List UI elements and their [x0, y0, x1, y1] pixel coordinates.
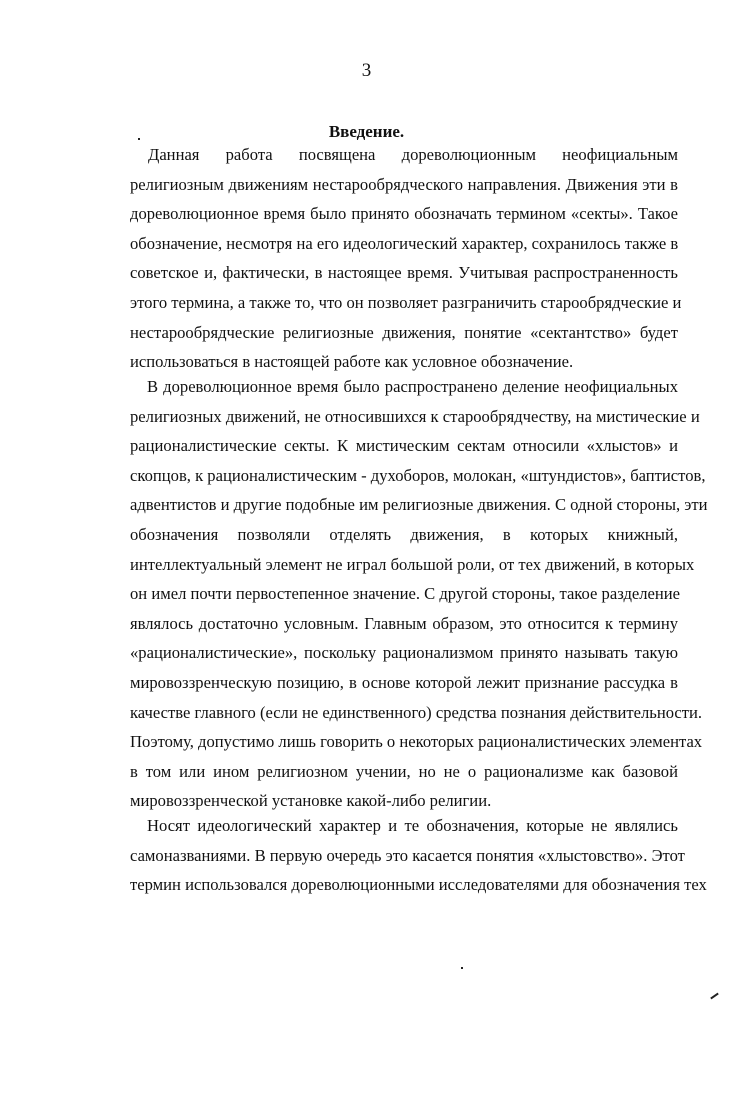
paragraph-2: [130, 372, 708, 816]
text-line: Поэтому, допустимо лишь говорить о некоторых рационалистических элементах: [130, 732, 703, 752]
text-line: нестарообрядческие религиозные движения, понятие «сектантство» будет: [130, 322, 678, 342]
scan-speck: [461, 967, 463, 969]
text-line: этого термина, а также то, что он позволяет разграничить старообрядческие и: [130, 292, 682, 312]
text-line: мировоззренческую позицию, в основе которой лежит признание рассудка в: [130, 672, 678, 692]
text-line: Носят идеологический характер и те обозначения, которые не являлись: [147, 816, 678, 835]
page-title: Введение.: [328, 122, 405, 141]
text-line: термин использовался дореволюционными исследователями для обозначения тех: [130, 875, 707, 895]
text-line: самоназваниями. В первую очередь это касается понятия «хлыстовство». Этот: [130, 845, 685, 865]
text-line: он имел почти первостепенное значение. С другой стороны, такое разделение: [130, 584, 681, 604]
text-line: обозначение, несмотря на его идеологический характер, сохранилось также в: [130, 233, 679, 253]
text-line: интеллектуальный элемент не играл большой роли, от тех движений, в которых: [130, 554, 695, 574]
text-line: являлось достаточно условным. Главным образом, это относится к термину: [130, 613, 678, 633]
paragraph-3: [130, 811, 707, 900]
text-line: в том или ином религиозном учении, но не о рационализме как базовой: [130, 761, 678, 781]
text-line: советское и, фактически, в настоящее время. Учитывая распространенность: [130, 263, 678, 283]
text-line: скопцов, к рационалистическим - духоборов, молокан, «штундистов», баптистов,: [130, 465, 706, 485]
text-line: рационалистические секты. К мистическим сектам относили «хлыстов» и: [130, 436, 678, 456]
text-line: религиозных движений, не относившихся к старообрядчеству, на мистические и: [130, 406, 700, 426]
text-line: качестве главного (если не единственного) средства познания действительности.: [130, 702, 703, 722]
text-line: обозначения позволяли отделять движения, в которых книжный,: [130, 524, 678, 544]
page-number: 3: [361, 60, 372, 81]
text-line: дореволюционное время было принято обозначать термином «секты». Такое: [130, 204, 678, 224]
text-line: В дореволюционное время было распространено деление неофициальных: [147, 377, 678, 396]
text-line: мировоззренческой установке какой-либо религии.: [130, 791, 492, 811]
text-line: адвентистов и другие подобные им религиозные движения. С одной стороны, эти: [130, 495, 708, 515]
text-line: религиозным движениям нестарообрядческого направления. Движения эти в: [130, 174, 678, 194]
text-line: использоваться в настоящей работе как условное обозначение.: [130, 352, 574, 372]
scan-speck: [710, 993, 719, 1000]
text-line: Данная работа посвящена дореволюционным неофициальным: [148, 145, 678, 164]
paragraph-1: [130, 140, 682, 377]
scan-speck: [138, 138, 140, 140]
text-line: «рационалистические», поскольку рационализмом принято называть такую: [130, 643, 678, 663]
